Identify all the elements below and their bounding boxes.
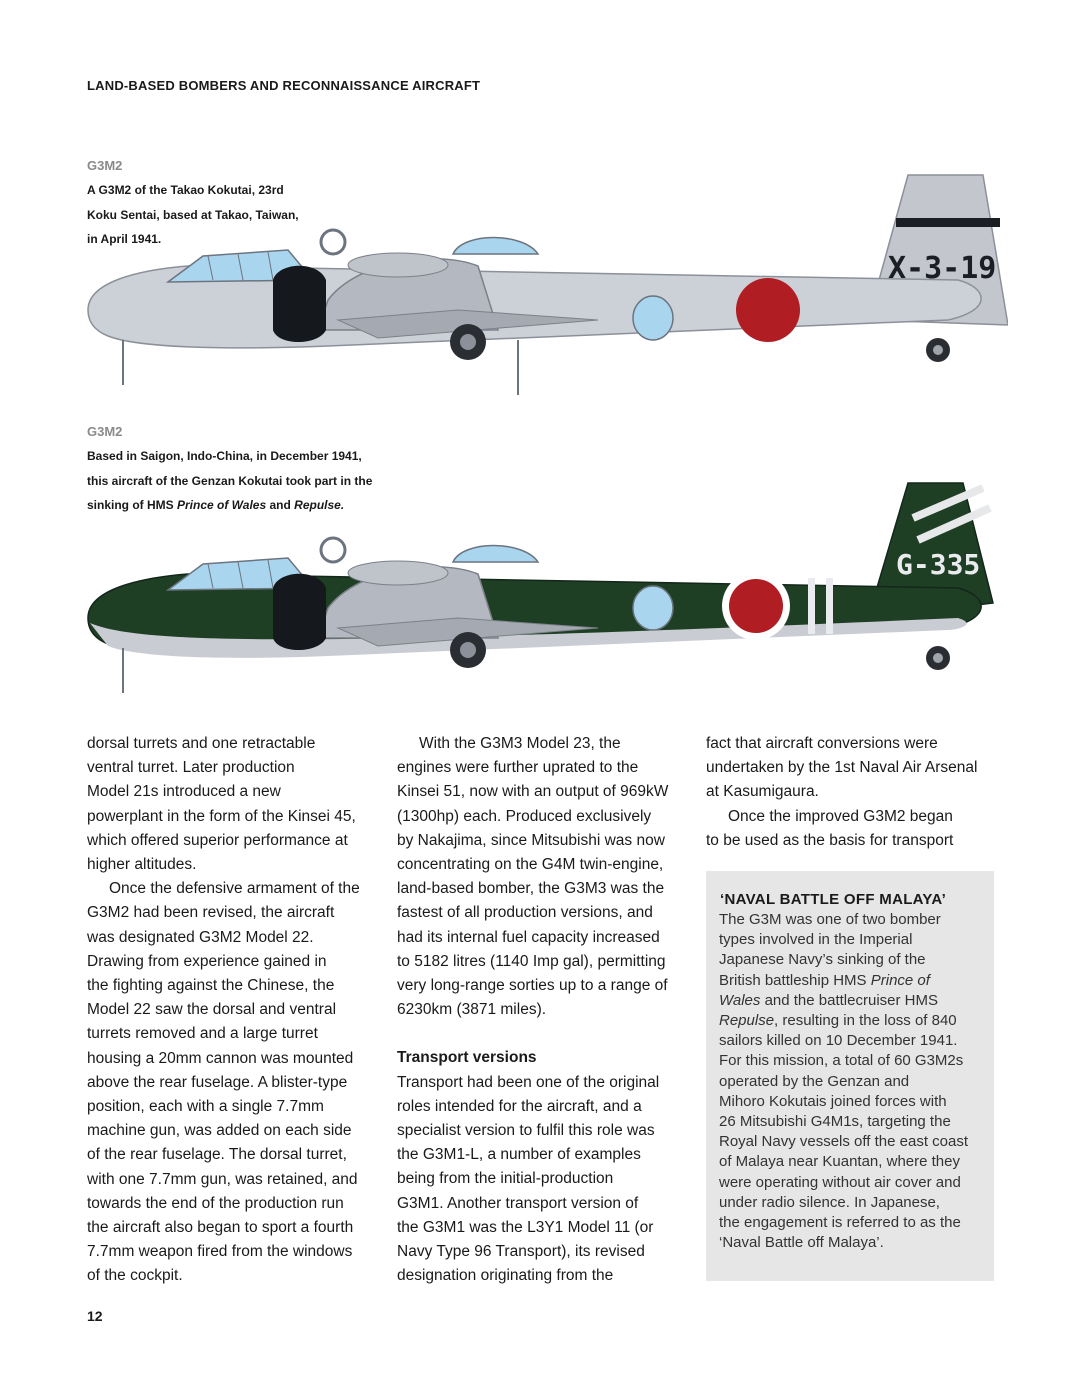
text-line: Model 21s introduced a new bbox=[87, 783, 281, 801]
text-line: with one 7.7mm gun, was retained, and bbox=[87, 1170, 358, 1188]
text-line: concentrating on the G4M twin-engine, bbox=[397, 856, 664, 874]
section-heading-transport-versions: Transport versions bbox=[397, 1049, 537, 1067]
text-line: very long-range sorties up to a range of bbox=[397, 977, 668, 995]
text-line: roles intended for the aircraft, and a bbox=[397, 1097, 642, 1115]
text-line: Drawing from experience gained in bbox=[87, 952, 327, 970]
text-line: fastest of all production versions, and bbox=[397, 904, 653, 922]
text-column-2 bbox=[397, 732, 687, 1288]
caption-2-line: Based in Saigon, Indo-China, in December 1941, bbox=[87, 449, 362, 463]
text-line: machine gun, was added on each side bbox=[87, 1122, 352, 1140]
text-line: Once the improved G3M2 began bbox=[728, 807, 953, 825]
sidebar-line: For this mission, a total of 60 G3M2s bbox=[719, 1052, 964, 1070]
sidebar-line: sailors killed on 10 December 1941. bbox=[719, 1032, 958, 1050]
sidebar-line: ‘Naval Battle off Malaya’. bbox=[719, 1234, 884, 1252]
text-line: above the rear fuselage. A blister-type bbox=[87, 1073, 348, 1091]
paragraph bbox=[87, 877, 377, 1288]
text-line: Navy Type 96 Transport), its revised bbox=[397, 1243, 645, 1261]
caption-1-title: G3M2 bbox=[87, 158, 123, 173]
caption-2-line: this aircraft of the Genzan Kokutai took part in the bbox=[87, 473, 373, 488]
text-line: to 5182 litres (1140 Imp gal), permitting bbox=[397, 952, 666, 970]
caption-2-ship-name: Prince of Wales bbox=[177, 498, 267, 512]
text-line: With the G3M3 Model 23, the bbox=[419, 735, 621, 752]
text-line: fact that aircraft conversions were bbox=[706, 735, 938, 752]
text-line: Transport had been one of the original bbox=[397, 1073, 660, 1091]
caption-2-text: sinking of HMS bbox=[87, 498, 177, 512]
sidebar-line: The G3M was one of two bomber bbox=[719, 911, 941, 928]
aircraft-illustration-green bbox=[78, 478, 1008, 708]
text-line: being from the initial-production bbox=[397, 1170, 614, 1188]
paragraph bbox=[706, 732, 996, 853]
sidebar-body bbox=[719, 910, 994, 1253]
sidebar-text: British battleship HMS bbox=[719, 971, 871, 989]
caption-2-text: and bbox=[266, 498, 295, 512]
sidebar-line: the engagement is referred to as the bbox=[719, 1214, 961, 1232]
text-line: to be used as the basis for transport bbox=[706, 831, 954, 849]
text-line: 6230km (3871 miles). bbox=[397, 1001, 547, 1019]
caption-1-line: Koku Sentai, based at Takao, Taiwan, bbox=[87, 207, 299, 222]
caption-1-line: in April 1941. bbox=[87, 232, 162, 246]
sidebar-line bbox=[719, 991, 994, 1011]
sidebar-ship-name: Wales bbox=[719, 991, 761, 1009]
text-line: (1300hp) each. Produced exclusively bbox=[397, 807, 652, 825]
text-line: G3M1. Another transport version of bbox=[397, 1194, 639, 1212]
text-line: the G3M1-L, a number of examples bbox=[397, 1146, 641, 1164]
sidebar-ship-name: Repulse bbox=[719, 1012, 775, 1030]
text-line: higher altitudes. bbox=[87, 856, 197, 874]
sidebar-line bbox=[719, 971, 994, 991]
aircraft-2-code: G-335 bbox=[896, 548, 981, 581]
sidebar-naval-battle-off-malaya bbox=[706, 871, 994, 1281]
text-line: specialist version to fulfil this role was bbox=[397, 1122, 655, 1140]
text-line: designation originating from the bbox=[397, 1267, 614, 1285]
text-column-1 bbox=[87, 732, 377, 1289]
text-line: 7.7mm weapon fired from the windows bbox=[87, 1243, 353, 1261]
sidebar-line: operated by the Genzan and bbox=[719, 1072, 910, 1090]
aircraft-illustration-silver bbox=[78, 170, 1008, 400]
sidebar-line: Royal Navy vessels off the east coast bbox=[719, 1133, 969, 1151]
paragraph bbox=[87, 732, 377, 877]
text-line: of the rear fuselage. The dorsal turret, bbox=[87, 1146, 347, 1164]
sidebar-line: were operating without air cover and bbox=[719, 1173, 961, 1191]
text-line: at Kasumigaura. bbox=[706, 783, 819, 801]
sidebar-line: of Malaya near Kuantan, where they bbox=[719, 1153, 960, 1171]
paragraph bbox=[397, 1071, 687, 1289]
text-line: housing a 20mm cannon was mounted bbox=[87, 1049, 354, 1067]
text-line: had its internal fuel capacity increased bbox=[397, 928, 660, 946]
text-line: position, each with a single 7.7mm bbox=[87, 1098, 324, 1116]
text-line: Kinsei 51, now with an output of 969kW bbox=[397, 783, 669, 801]
sidebar-line: under radio silence. In Japanese, bbox=[719, 1193, 940, 1211]
text-line: which offered superior performance at bbox=[87, 831, 348, 849]
text-line: G3M2 had been revised, the aircraft bbox=[87, 904, 335, 922]
sidebar-title: ‘NAVAL BATTLE OFF MALAYA’ bbox=[720, 891, 947, 908]
page-number: 12 bbox=[87, 1308, 103, 1324]
text-line: the G3M1 was the L3Y1 Model 11 (or bbox=[397, 1218, 654, 1236]
text-line: engines were further uprated to the bbox=[397, 759, 639, 777]
text-line: powerplant in the form of the Kinsei 45, bbox=[87, 807, 356, 825]
sidebar-line: 26 Mitsubishi G4M1s, targeting the bbox=[719, 1113, 951, 1131]
sidebar-text: and the battlecruiser HMS bbox=[760, 991, 938, 1009]
text-line: Once the defensive armament of the bbox=[109, 880, 360, 898]
aircraft-1-code: X-3-19 bbox=[888, 251, 997, 286]
text-line: Model 22 saw the dorsal and ventral bbox=[87, 1001, 337, 1019]
text-line: the aircraft also began to sport a fourth bbox=[87, 1219, 354, 1237]
text-line: was designated G3M2 Model 22. bbox=[87, 928, 314, 946]
sidebar-ship-name: Prince of bbox=[870, 971, 930, 989]
caption-2-ship-name: Repulse. bbox=[294, 498, 345, 512]
text-line: undertaken by the 1st Naval Air Arsenal bbox=[706, 759, 978, 777]
running-header: LAND-BASED BOMBERS AND RECONNAISSANCE AIRCRAFT bbox=[87, 78, 481, 93]
text-line: turrets removed and a large turret bbox=[87, 1025, 318, 1043]
sidebar-line: types involved in the Imperial bbox=[719, 931, 913, 949]
text-column-3 bbox=[706, 732, 996, 853]
text-line: dorsal turrets and one retractable bbox=[87, 735, 316, 752]
sidebar-line: Mihoro Kokutais joined forces with bbox=[719, 1092, 947, 1110]
paragraph bbox=[397, 732, 687, 1022]
sidebar-line bbox=[719, 1011, 994, 1031]
sidebar-line: Japanese Navy’s sinking of the bbox=[719, 951, 926, 969]
text-line: by Nakajima, since Mitsubishi was now bbox=[397, 831, 665, 849]
text-line: of the cockpit. bbox=[87, 1267, 183, 1285]
sidebar-text: , resulting in the loss of 840 bbox=[774, 1012, 957, 1030]
caption-2-title: G3M2 bbox=[87, 424, 123, 439]
text-line: towards the end of the production run bbox=[87, 1194, 344, 1212]
text-line: the fighting against the Chinese, the bbox=[87, 977, 335, 995]
caption-1-line: A G3M2 of the Takao Kokutai, 23rd bbox=[87, 183, 284, 197]
text-line: ventral turret. Later production bbox=[87, 759, 295, 777]
text-line: land-based bomber, the G3M3 was the bbox=[397, 880, 665, 898]
